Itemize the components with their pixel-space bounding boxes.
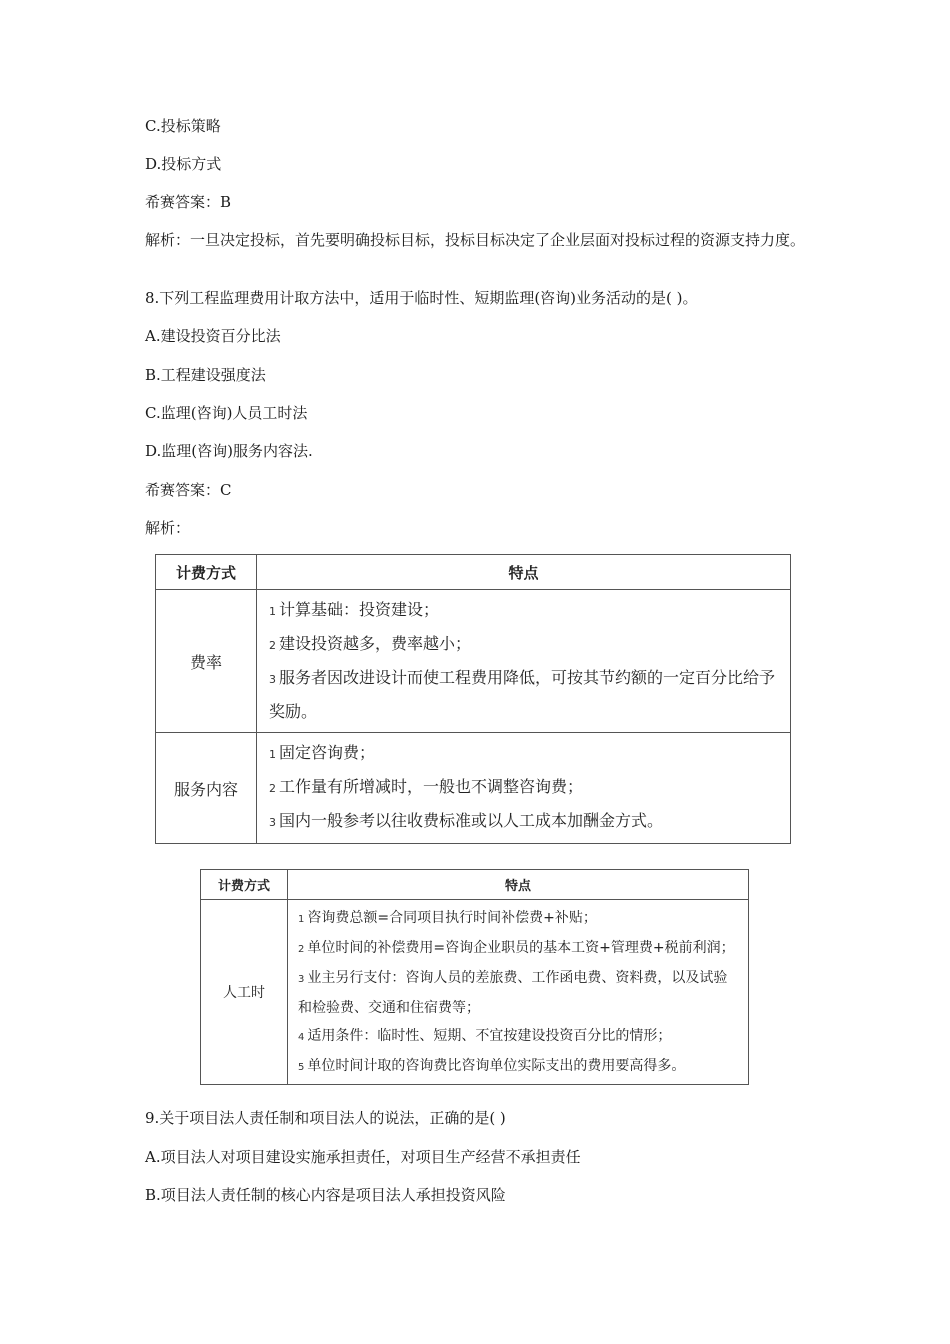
fee-method-table-1	[155, 554, 791, 844]
method-cell: 费率	[156, 590, 257, 733]
table-row	[156, 590, 791, 733]
option-c: C.监理(咨询)人员工时法	[145, 404, 308, 422]
feature-item: 3 服务者因改进设计而使工程费用降低，可按其节约额的一定百分比给予奖励。	[269, 668, 776, 721]
question-8: 8.下列工程监理费用计取方法中，适用于临时性、短期监理(咨询)业务活动的是( )。	[145, 289, 698, 307]
method-cell: 服务内容	[156, 733, 257, 844]
features-cell	[257, 733, 791, 844]
feature-item: 2 单位时间的补偿费用=咨询企业职员的基本工资+管理费+税前利润；	[298, 940, 735, 956]
header-method: 计费方式	[201, 870, 288, 900]
option-a: A.建设投资百分比法	[145, 327, 281, 345]
header-method: 计费方式	[156, 555, 257, 590]
features-cell	[288, 900, 749, 1085]
option-d: D.监理(咨询)服务内容法.	[145, 442, 313, 460]
method-cell: 人工时	[201, 900, 288, 1085]
table-row	[156, 733, 791, 844]
analysis: 解析：一旦决定投标，首先要明确投标目标，投标目标决定了企业层面对投标过程的资源支持力度。	[145, 231, 806, 249]
table-header-row	[156, 555, 791, 590]
table-row	[201, 900, 749, 1085]
feature-item: 1 咨询费总额=合同项目执行时间补偿费+补贴；	[298, 910, 597, 926]
header-features: 特点	[257, 555, 791, 590]
option-b: B.项目法人责任制的核心内容是项目法人承担投资风险	[145, 1186, 506, 1204]
feature-item: 1 计算基础：投资建设；	[269, 600, 440, 619]
answer: 希赛答案：C	[145, 481, 232, 499]
fee-method-table-2	[200, 869, 749, 1085]
features-cell	[257, 590, 791, 733]
analysis-label: 解析：	[145, 519, 191, 537]
feature-item: 2 建设投资越多，费率越小；	[269, 634, 472, 653]
option-a: A.项目法人对项目建设实施承担责任，对项目生产经营不承担责任	[145, 1148, 581, 1166]
header-features: 特点	[288, 870, 749, 900]
feature-item: 5 单位时间计取的咨询费比咨询单位实际支出的费用要高得多。	[298, 1058, 686, 1074]
feature-item: 3 业主另行支付：咨询人员的差旅费、工作函电费、资料费，以及试验和检验费、交通和住宿费等；	[298, 970, 728, 1016]
feature-item: 3 国内一般参考以往收费标准或以人工成本加酬金方式。	[269, 811, 664, 830]
answer: 希赛答案：B	[145, 193, 232, 211]
feature-item: 4 适用条件：临时性、短期、不宜按建设投资百分比的情形；	[298, 1028, 672, 1044]
option-c: C.投标策略	[145, 117, 221, 135]
feature-item: 2 工作量有所增减时，一般也不调整咨询费；	[269, 777, 584, 796]
feature-item: 1 固定咨询费；	[269, 743, 376, 762]
question-9: 9.关于项目法人责任制和项目法人的说法，正确的是( )	[145, 1109, 506, 1127]
option-d: D.投标方式	[145, 155, 222, 173]
table-header-row	[201, 870, 749, 900]
option-b: B.工程建设强度法	[145, 366, 266, 384]
